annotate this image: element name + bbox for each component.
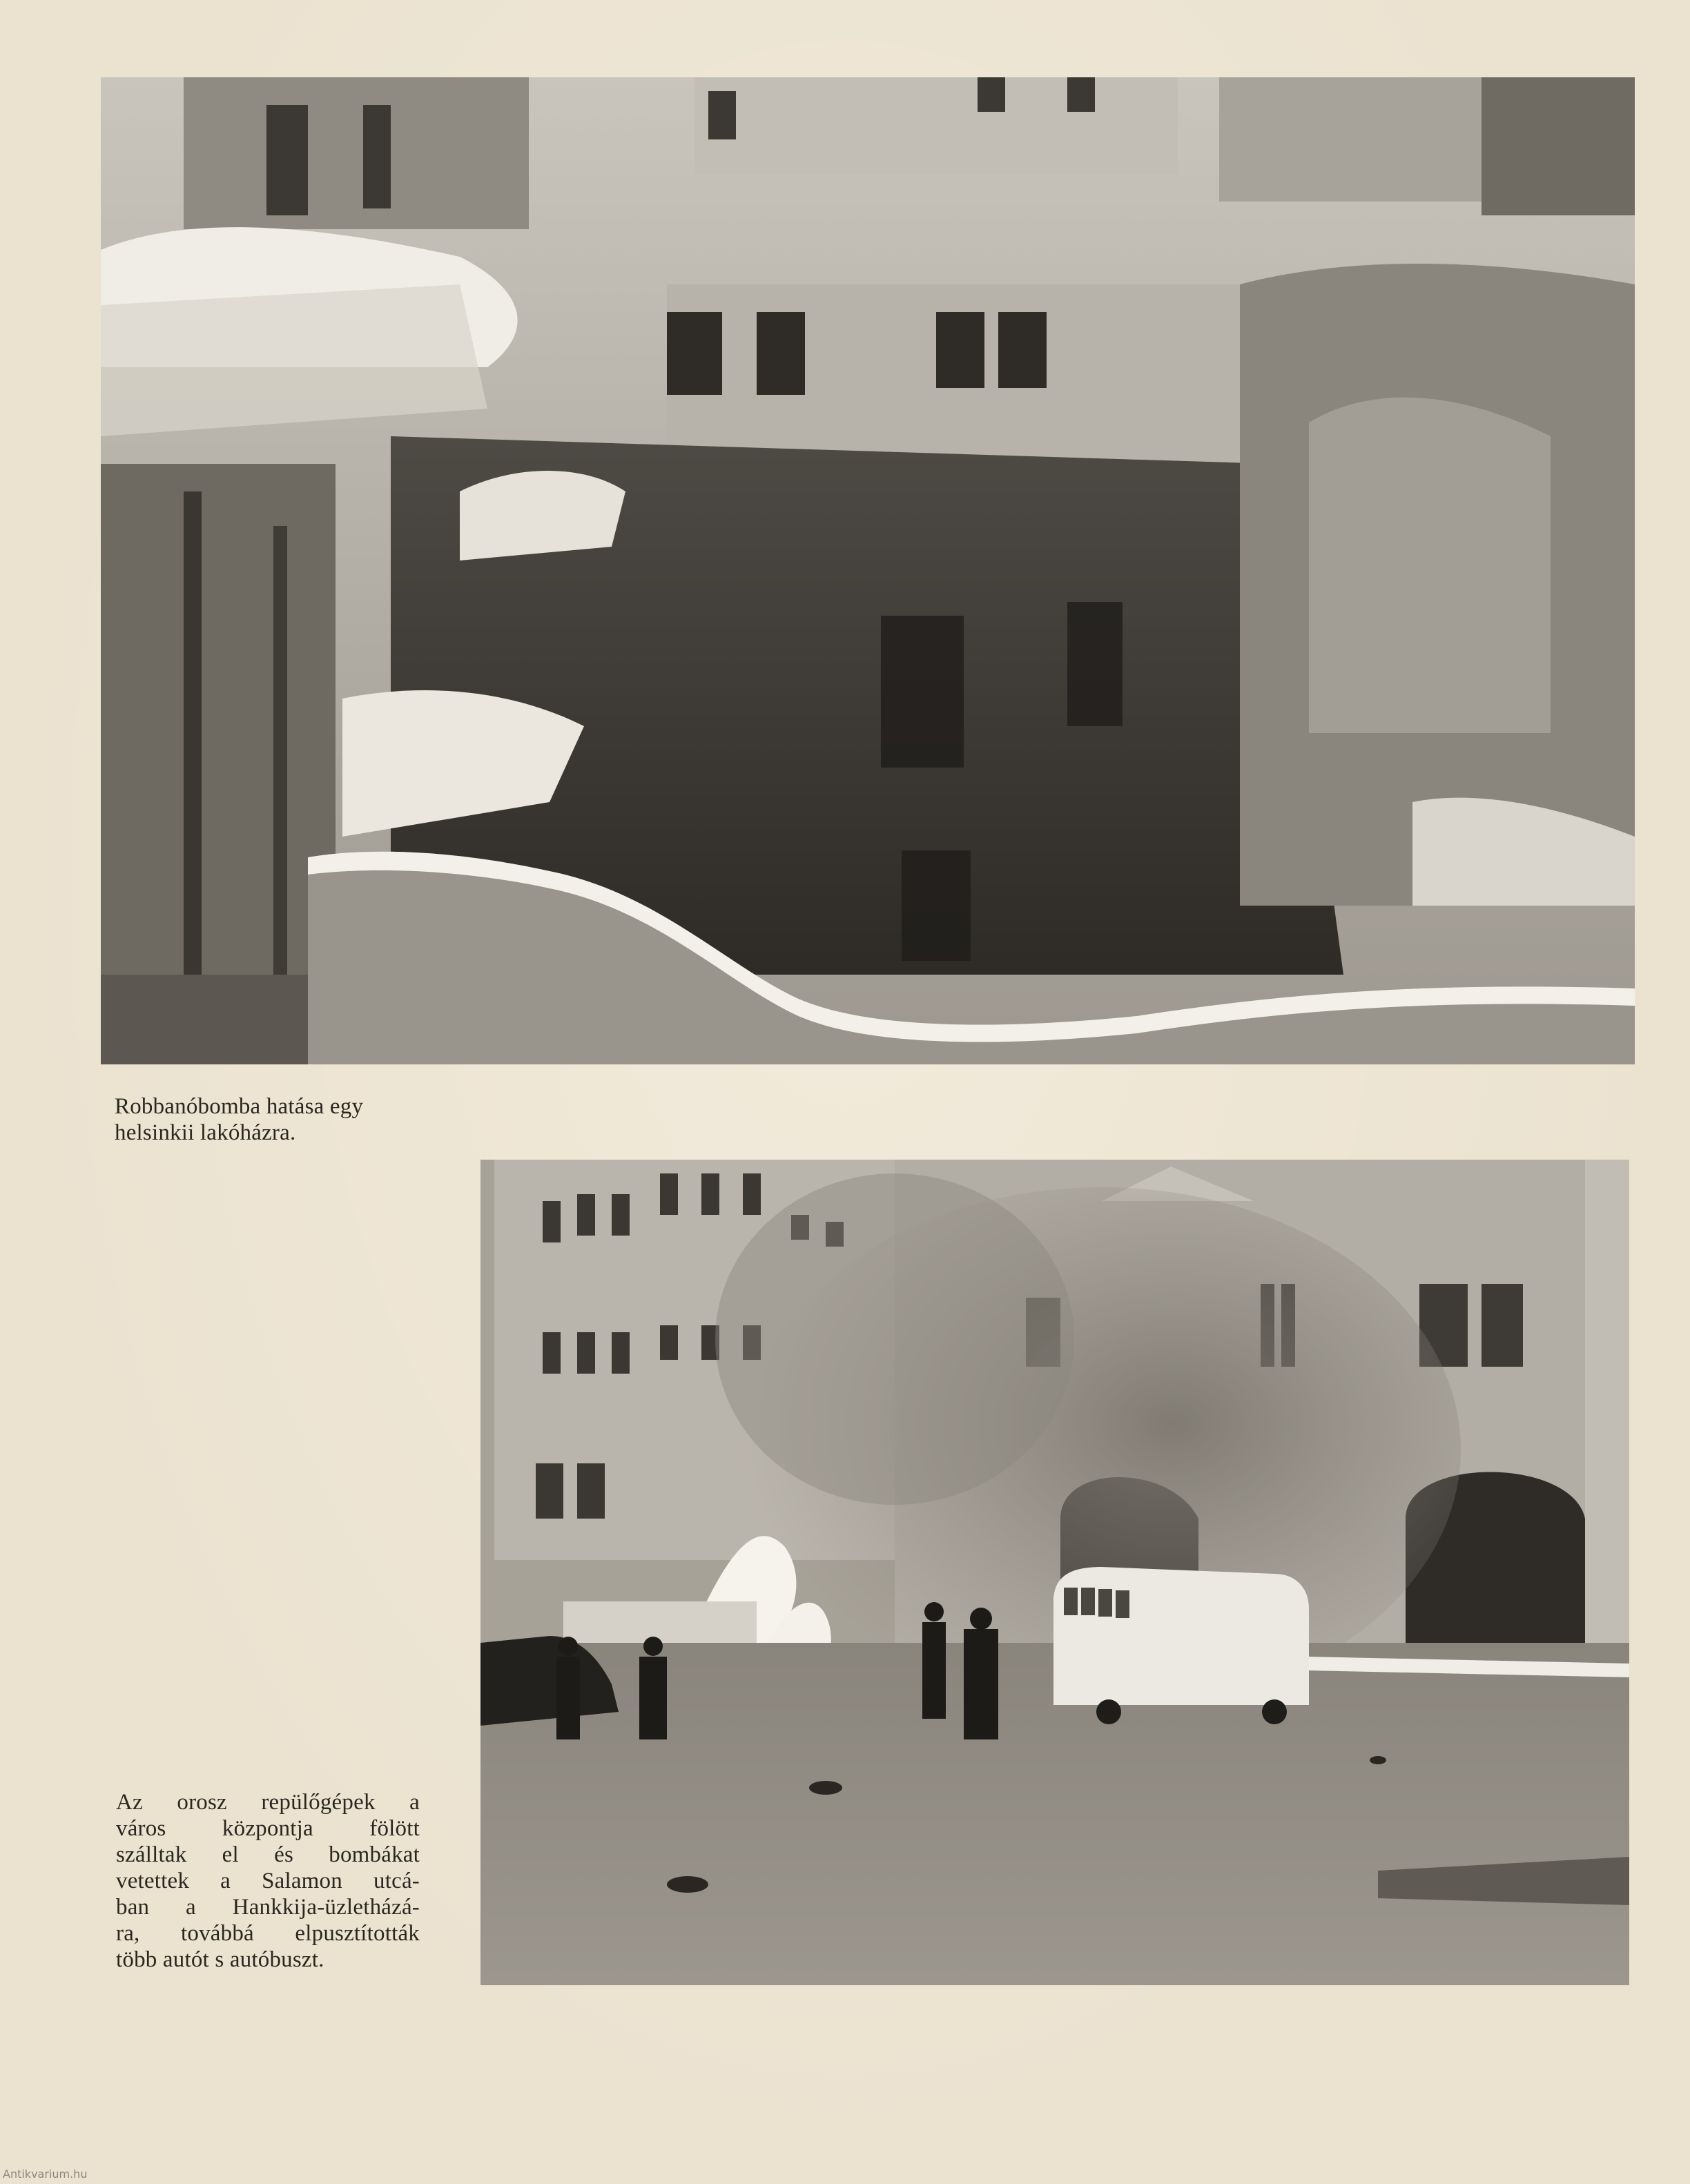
caption-bottom-line-7: több autót s autóbuszt. <box>116 1947 324 1972</box>
bombed-building-icon <box>101 77 1635 1064</box>
caption-bottom-line-4: vetettek a Salamon utcá- <box>116 1869 420 1893</box>
caption-bottom-line-2: város központja fölött <box>116 1816 420 1841</box>
caption-bottom-line-5: ban a Hankkija-üzletházá- <box>116 1895 420 1920</box>
caption-bottom-line-3: szálltak el és bombákat <box>116 1842 420 1867</box>
watermark: Antikvarium.hu <box>3 2167 88 2181</box>
burning-street-icon <box>480 1160 1629 1985</box>
caption-top <box>115 1093 432 1146</box>
caption-bottom-line-6: ra, továbbá elpusztították <box>116 1921 420 1946</box>
caption-bottom-line-1: Az orosz repülőgépek a <box>116 1790 420 1815</box>
photo-burning-street <box>480 1160 1629 1985</box>
caption-top-line-2: helsinkii lakóházra. <box>115 1120 296 1145</box>
caption-bottom <box>116 1789 420 1973</box>
caption-top-line-1: Robbanóbomba hatása egy <box>115 1094 364 1119</box>
photo-bombed-building <box>101 77 1635 1064</box>
